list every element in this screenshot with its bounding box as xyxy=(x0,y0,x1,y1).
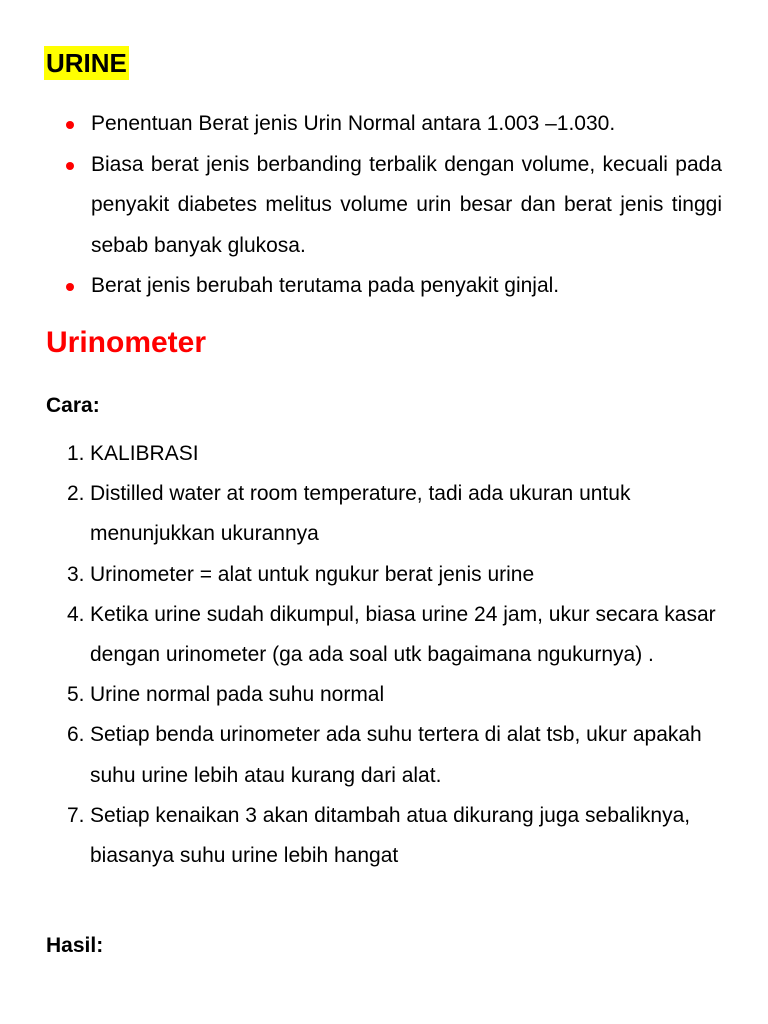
bullet-dot-icon xyxy=(66,283,74,291)
bullet-list xyxy=(0,104,768,307)
step-number: 5. xyxy=(67,683,85,707)
bullet-dot-icon xyxy=(66,162,74,170)
step-number: 7. xyxy=(67,803,85,827)
step-text: Urinometer = alat untuk ngukur berat jenis urine xyxy=(90,562,535,586)
step-text: Setiap kenaikan 3 akan ditambah atua dikurang juga sebaliknya, biasanya suhu urine lebih hangat xyxy=(90,803,691,868)
step-item xyxy=(0,595,768,675)
step-number: 6. xyxy=(67,723,85,747)
step-item xyxy=(0,796,768,876)
step-text: Setiap benda urinometer ada suhu tertera di alat tsb, ukur apakah suhu urine lebih atau kurang dari alat. xyxy=(90,723,702,787)
section-title-urine: URINE xyxy=(46,48,127,78)
step-item xyxy=(0,434,768,474)
bullet-text: Biasa berat jenis berbanding terbalik dengan volume, kecuali pada penyakit diabetes melitus volume urin besar dan berat jenis tinggi sebab banyak glukosa. xyxy=(91,152,722,257)
cara-label: Cara: xyxy=(46,394,100,417)
bullet-item xyxy=(0,104,768,145)
hasil-label: Hasil: xyxy=(46,934,104,957)
steps-list xyxy=(0,434,768,876)
step-item xyxy=(0,715,768,795)
bullet-text: Penentuan Berat jenis Urin Normal antara 1.003 –1.030. xyxy=(91,112,616,135)
step-number: 4. xyxy=(67,602,85,626)
section-title-urinometer: Urinometer xyxy=(46,326,207,359)
bullet-item xyxy=(0,266,768,307)
step-text: Urine normal pada suhu normal xyxy=(90,683,385,707)
bullet-dot-icon xyxy=(66,121,74,129)
step-text: Ketika urine sudah dikumpul, biasa urine 24 jam, ukur secara kasar dengan urinometer (ga ada soal utk bagaimana ngukurnya) . xyxy=(90,602,716,667)
step-number: 3. xyxy=(67,562,85,586)
step-item xyxy=(0,474,768,554)
step-number: 2. xyxy=(67,482,85,506)
step-item xyxy=(0,555,768,595)
bullet-text: Berat jenis berubah terutama pada penyakit ginjal. xyxy=(91,274,560,297)
step-item xyxy=(0,675,768,715)
bullet-item xyxy=(0,145,768,267)
step-text: Distilled water at room temperature, tadi ada ukuran untuk menunjukkan ukurannya xyxy=(90,482,631,546)
step-number: 1. xyxy=(67,442,85,465)
step-text: KALIBRASI xyxy=(90,442,199,465)
